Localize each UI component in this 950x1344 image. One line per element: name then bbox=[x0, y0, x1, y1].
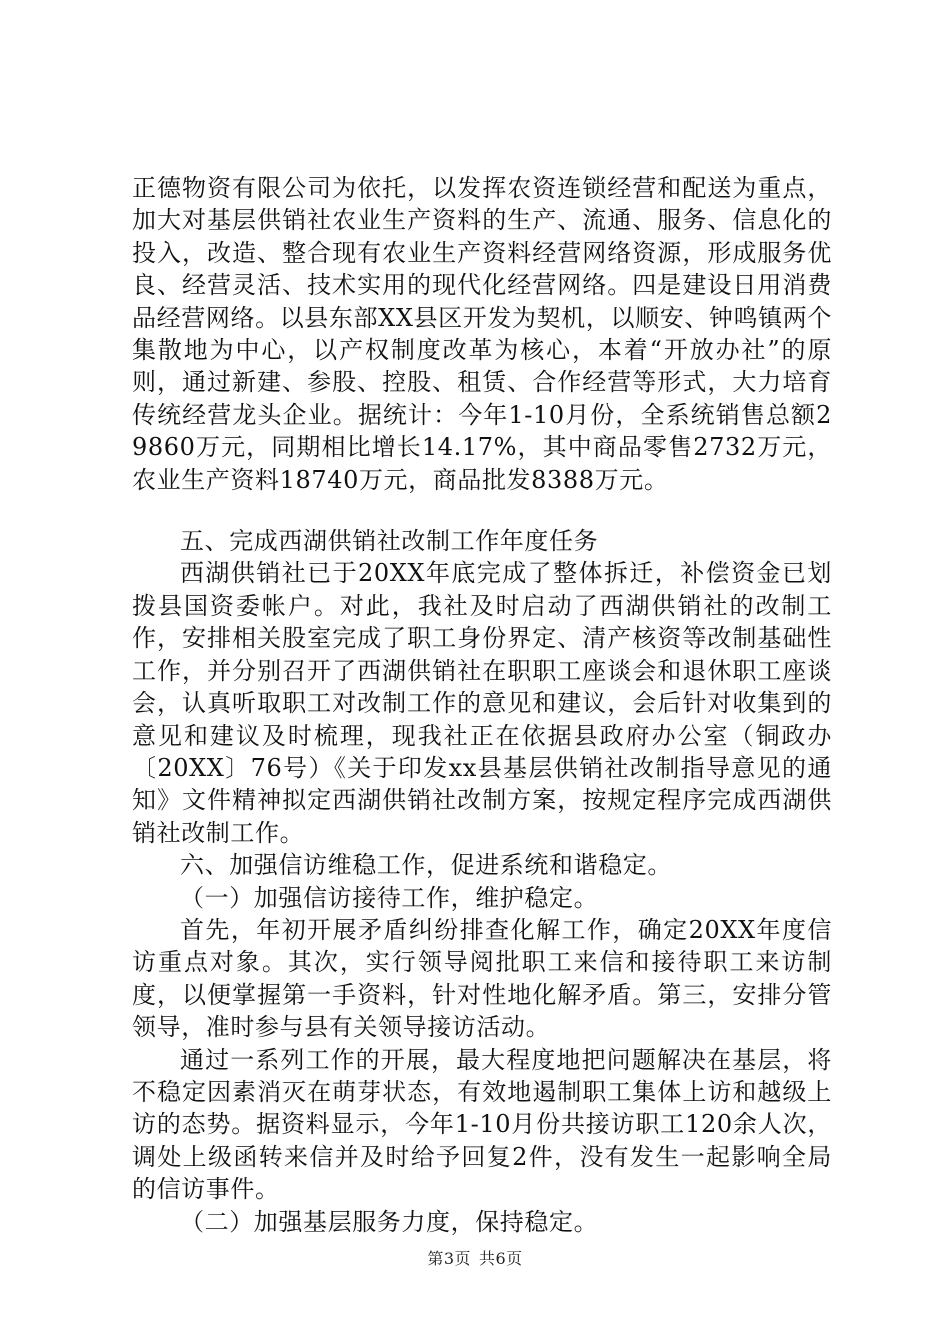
paragraph-petition-measures: 首先，年初开展矛盾纠纷排查化解工作，确定20XX年度信访重点对象。其次，实行领导阅批职工来信和接待职工来访制度，以便掌握第一手资料，针对性地化解矛盾。第三，安排分管领导，准时参与县有关领导接访活动。 bbox=[132, 915, 832, 1042]
document-body bbox=[132, 172, 832, 1238]
subsection-heading-6-2: （二）加强基层服务力度，保持稳定。 bbox=[180, 1207, 599, 1236]
section-heading-5: 五、完成西湖供销社改制工作年度任务 bbox=[180, 527, 599, 556]
paragraph-network-continuation: 正德物资有限公司为依托，以发挥农资连锁经营和配送为重点，加大对基层供销社农业生产资料的生产、流通、服务、信息化的投入，改造、整合现有农业生产资料经营网络资源，形成服务优良、经营灵活、技术实用的现代化经营网络。四是建设日用消费品经营网络。以县东部XX县区开发为契机，以顺安、钟鸣镇两个集散地为中心，以产权制度改革为核心，本着“开放办社”的原则，通过新建、参股、控股、租赁、合作经营等形式，大力培育传统经营龙头企业。据统计：今年1-10月份，全系统销售总额29860万元，同期相比增长14.17%，其中商品零售2732万元，农业生产资料18740万元，商品批发8388万元。 bbox=[132, 174, 832, 494]
page-footer bbox=[0, 1246, 950, 1269]
subsection-heading-6-1: （一）加强信访接待工作，维护稳定。 bbox=[180, 883, 599, 912]
paragraph-petition-results: 通过一系列工作的开展，最大程度地把问题解决在基层，将不稳定因素消灭在萌芽状态，有效地遏制职工集体上访和越级上访的态势。据资料显示，今年1-10月份共接访职工120余人次，调处上级函转来信并及时给予回复2件，没有发生一起影响全局的信访事件。 bbox=[132, 1045, 832, 1204]
page-total: 共6页 bbox=[479, 1249, 523, 1268]
paragraph-xihu-reform: 西湖供销社已于20XX年底完成了整体拆迁，补偿资金已划拨县国资委帐户。对此，我社及时启动了西湖供销社的改制工作，安排相关股室完成了职工身份界定、清产核资等改制基础性工作，并分别召开了西湖供销社在职职工座谈会和退休职工座谈会，认真听取职工对改制工作的意见和建议，会后针对收集到的意见和建议及时梳理，现我社正在依据县政府办公室（铜政办〔20XX〕76号）《关于印发xx县基层供销社改制指导意见的通知》文件精神拟定西湖供销社改制方案，按规定程序完成西湖供销社改制工作。 bbox=[132, 559, 832, 847]
section-heading-6: 六、加强信访维稳工作，促进系统和谐稳定。 bbox=[180, 851, 672, 880]
page-number: 第3页 bbox=[427, 1249, 471, 1268]
